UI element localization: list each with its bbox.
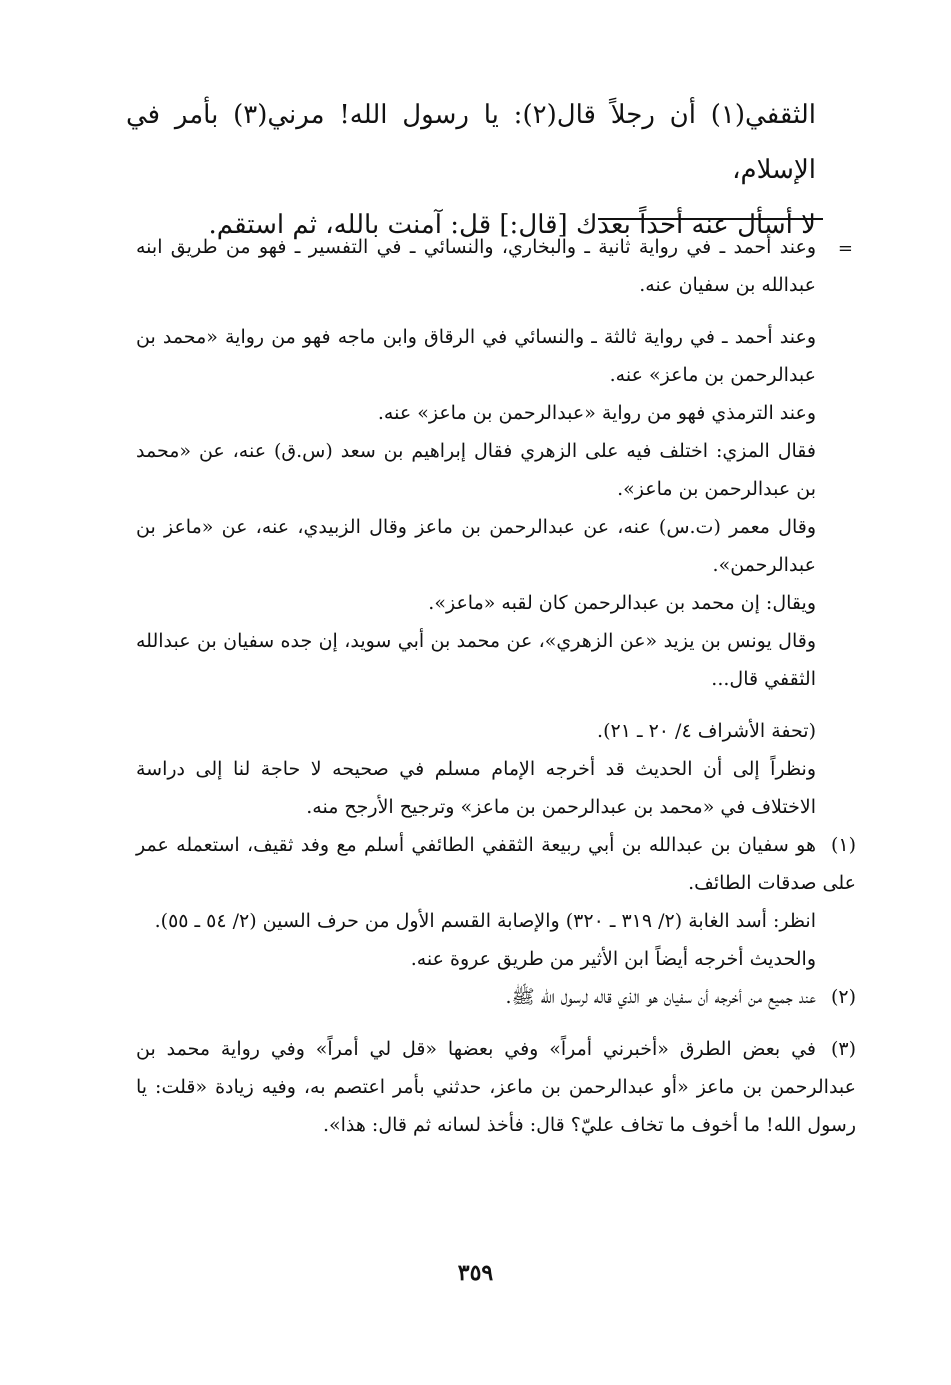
- footnote-text: (تحفة الأشراف ٤/ ٢٠ ـ ٢١).: [597, 720, 816, 742]
- footnotes: [136, 228, 856, 1144]
- footnote-divider: [598, 218, 823, 220]
- footnote-paragraph: [136, 712, 816, 750]
- footnote-text: وقال معمر (ت.س) عنه، عن عبدالرحمن بن ماعز وقال الزبيدي، عنه، عن «ماعز بن عبدالرحمن».: [136, 516, 816, 576]
- main-text-line: الثقفي(١) أن رجلاً قال(٢): يا رسول الله! مرني(٣) بأمر في الإسلام،: [126, 100, 817, 185]
- footnote-text: في بعض الطرق «أخبرني أمراً» وفي بعضها «قل لي أمراً» وفي رواية محمد بن عبدالرحمن بن ماعز «أو عبدالرحمن بن ماعز، حدثني بأمر اعتصم به، وفيه زيادة «قلت: يا رسول الله! ما أخوف ما تخاف عليّ؟ قال: فأخذ لسانه ثم قال: هذا».: [136, 1038, 856, 1136]
- footnote-paragraph: [136, 902, 816, 940]
- footnote-paragraph: [136, 940, 816, 978]
- footnote-text: ويقال: إن محمد بن عبدالرحمن كان لقبه «ماعز».: [428, 592, 816, 614]
- footnote-text: والحديث أخرجه أيضاً ابن الأثير من طريق عروة عنه.: [410, 948, 816, 970]
- footnote-number: (٣): [830, 1038, 856, 1060]
- numbered-footnote: [136, 826, 856, 902]
- numbered-footnote: [136, 1030, 856, 1144]
- footnote-number: (٢): [830, 986, 856, 1008]
- footnote-paragraph: [136, 508, 816, 584]
- footnote-text: وقال يونس بن يزيد «عن الزهري»، عن محمد بن أبي سويد، إن جده سفيان بن عبدالله الثقفي قال...: [136, 630, 816, 690]
- footnote-number: (١): [830, 834, 856, 856]
- footnote-paragraph: [136, 622, 816, 698]
- footnote-text: هو سفيان بن عبدالله بن أبي ربيعة الثقفي الطائفي أسلم مع وفد ثقيف، استعمله عمر على صدقات الطائف.: [136, 834, 856, 894]
- footnote-text: وعند أحمد ـ في رواية ثالثة ـ والنسائي في الرقاق وابن ماجه فهو من رواية «محمد بن عبدالرحمن بن ماعز» عنه.: [136, 326, 816, 386]
- footnote-paragraph: [136, 394, 816, 432]
- footnote-paragraph: [136, 432, 816, 508]
- footnote-text: عند جميع من أخرجه أن سفيان هو الذي قاله لرسول الله ﷺ.: [505, 986, 816, 1008]
- footnote-paragraph: [136, 750, 816, 826]
- main-text-line: لا أسأل عنه أحداً بعدك [قال:] قل: آمنت بالله، ثم استقم.: [208, 210, 816, 240]
- footnote-text: انظر: أسد الغابة (٢/ ٣١٩ ـ ٣٢٠) والإصابة القسم الأول من حرف السين (٢/ ٥٤ ـ ٥٥).: [154, 910, 816, 932]
- footnote-paragraph: [136, 318, 816, 394]
- numbered-footnote: [136, 978, 856, 1016]
- footnote-text: ونظراً إلى أن الحديث قد أخرجه الإمام مسلم في صحيحه لا حاجة لنا إلى دراسة الاختلاف في «محمد بن عبدالرحمن بن ماعز» وترجيح الأرجح منه.: [136, 758, 816, 818]
- footnote-paragraph: [136, 228, 816, 304]
- page-number: ٣٥٩: [457, 1260, 494, 1286]
- footnote-text: وعند أحمد ـ في رواية ثانية ـ والبخاري، والنسائي ـ في التفسير ـ فهو من طريق ابنه عبدالله بن سفيان عنه.: [136, 236, 816, 296]
- continuation-mark: =: [837, 238, 853, 259]
- footnote-paragraph: [136, 584, 816, 622]
- footnote-text: فقال المزي: اختلف فيه على الزهري فقال إبراهيم بن سعد (س.ق) عنه، عن «محمد بن عبدالرحمن بن ماعز».: [136, 440, 816, 500]
- footnote-text: وعند الترمذي فهو من رواية «عبدالرحمن بن ماعز» عنه.: [377, 402, 816, 424]
